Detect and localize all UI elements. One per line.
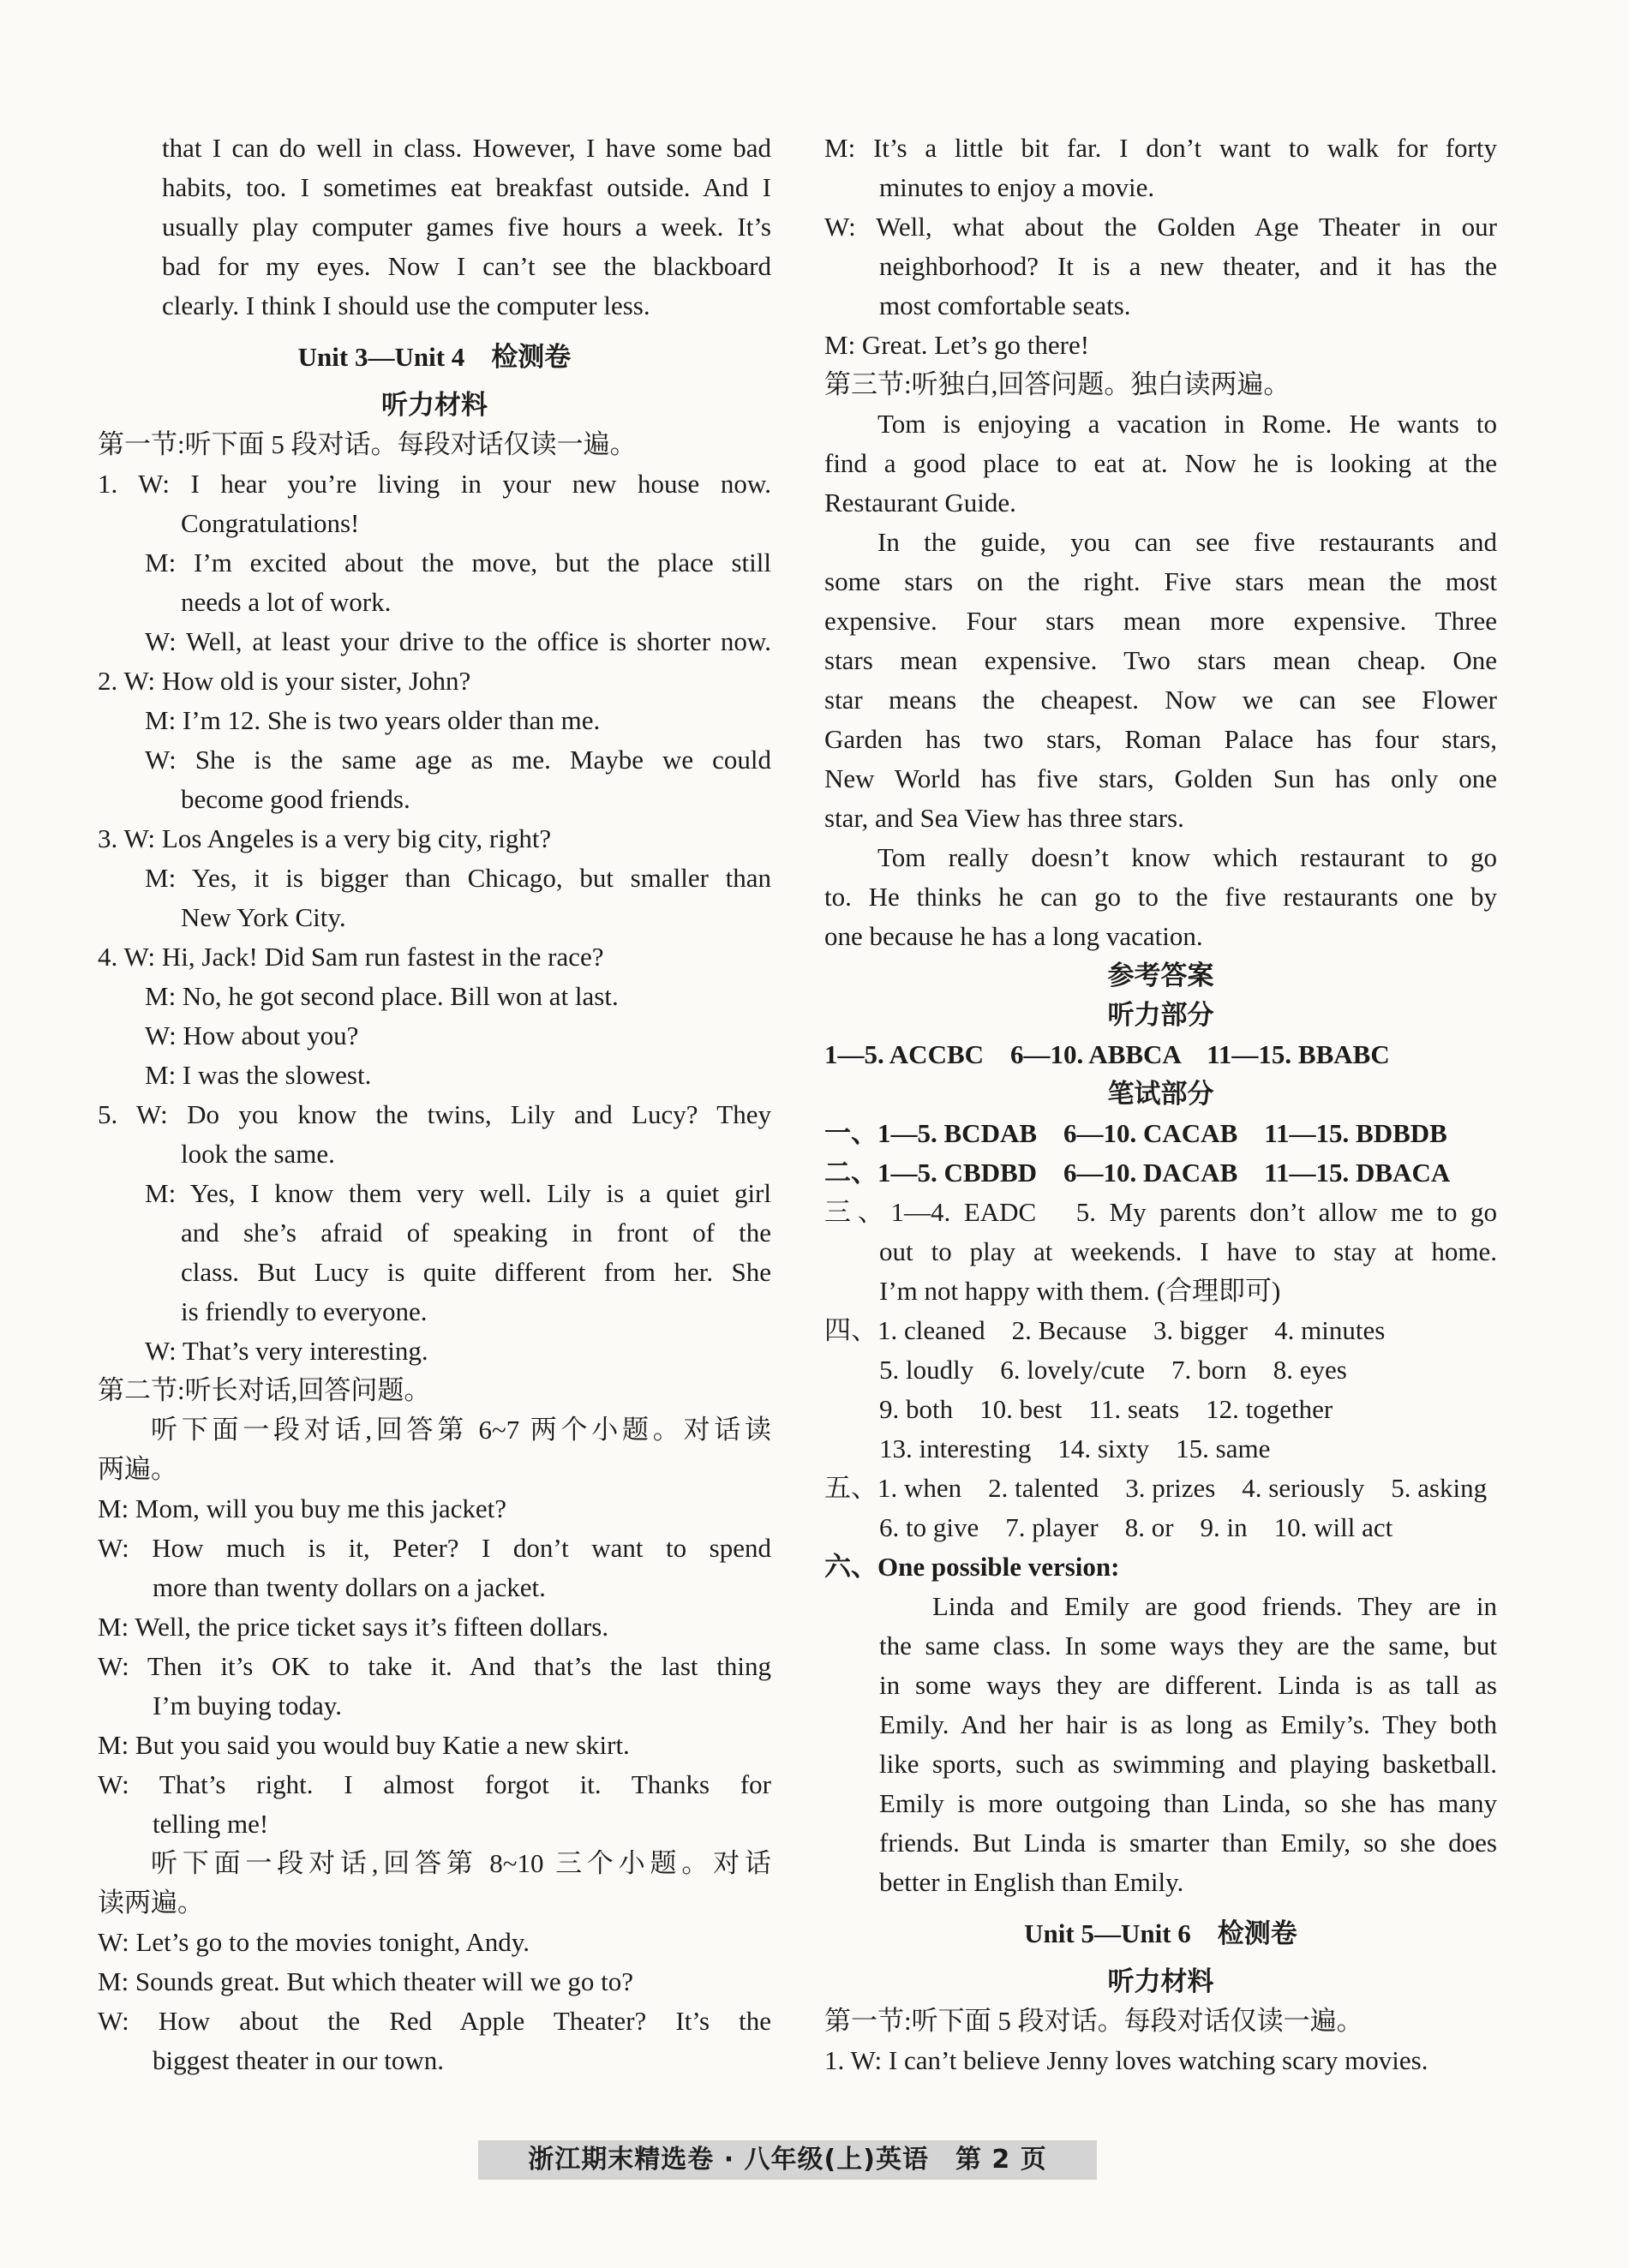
right-text-line: the same class. In some ways they are the same, but bbox=[879, 1631, 1497, 1661]
right-text-line: Emily. And her hair is as long as Emily’s. They both bbox=[879, 1709, 1497, 1739]
left-text-line: clearly. I think I should use the computer less. bbox=[162, 290, 650, 320]
left-text-line: W: How much is it, Peter? I don’t want to spend bbox=[98, 1533, 771, 1563]
right-text-line: 笔试部分 bbox=[1107, 1079, 1214, 1109]
left-text-line: needs a lot of work. bbox=[181, 587, 392, 617]
left-text-line: 2. W: How old is your sister, John? bbox=[98, 666, 471, 696]
left-text-line: Congratulations! bbox=[181, 508, 360, 538]
left-text-line: become good friends. bbox=[181, 784, 410, 814]
left-column bbox=[98, 129, 771, 2080]
right-text-line: friends. But Linda is smarter than Emily, so she does bbox=[879, 1828, 1497, 1858]
left-text-line: W: How about you? bbox=[145, 1020, 359, 1050]
left-text-line: 听下面一段对话,回答第 6~7 两个小题。对话读 bbox=[151, 1415, 771, 1445]
left-text-line: that I can do well in class. However, I have some bad bbox=[162, 133, 771, 163]
right-text-line: 参考答案 bbox=[1107, 960, 1214, 990]
left-text-line: W: Well, at least your drive to the office is shorter now. bbox=[145, 626, 771, 656]
left-text-line: 两遍。 bbox=[98, 1454, 177, 1484]
left-text-line: 第一节:听下面 5 段对话。每段对话仅读一遍。 bbox=[98, 429, 637, 459]
left-text-line: habits, too. I sometimes eat breakfast outside. And I bbox=[162, 172, 771, 202]
left-text-line: W: That’s right. I almost forgot it. Thanks for bbox=[98, 1769, 771, 1799]
right-text-line: New World has five stars, Golden Sun has only one bbox=[824, 763, 1497, 793]
left-text-line: 第二节:听长对话,回答问题。 bbox=[98, 1375, 431, 1405]
right-text-line: 四、1. cleaned 2. Because 3. bigger 4. minutes bbox=[824, 1315, 1386, 1345]
right-text-line: 5. loudly 6. lovely/cute 7. born 8. eyes bbox=[879, 1355, 1347, 1385]
left-text-line: M: Sounds great. But which theater will we go to? bbox=[98, 1966, 634, 1996]
left-text-line: M: I’m excited about the move, but the place still bbox=[145, 548, 771, 577]
right-text-line: 6. to give 7. player 8. or 9. in 10. will act bbox=[879, 1512, 1393, 1542]
left-text-line: usually play computer games five hours a week. It’s bbox=[162, 212, 771, 242]
right-text-line: 13. interesting 14. sixty 15. same bbox=[879, 1433, 1271, 1463]
right-text-line: 1. W: I can’t believe Jenny loves watching scary movies. bbox=[824, 2045, 1428, 2075]
right-text-line: M: It’s a little bit far. I don’t want to walk for forty bbox=[824, 133, 1497, 163]
right-text-line: Garden has two stars, Roman Palace has four stars, bbox=[824, 724, 1497, 754]
left-text-line: M: Yes, I know them very well. Lily is a quiet girl bbox=[145, 1178, 771, 1208]
left-text-line: 听下面一段对话,回答第 8~10 三个小题。对话 bbox=[151, 1848, 771, 1878]
right-text-line: Restaurant Guide. bbox=[824, 488, 1016, 518]
left-text-line: W: She is the same age as me. Maybe we could bbox=[145, 745, 771, 775]
left-text-line: Unit 3—Unit 4 检测卷 bbox=[297, 342, 572, 372]
right-text-line: better in English than Emily. bbox=[879, 1867, 1184, 1897]
right-text-line: 五、1. when 2. talented 3. prizes 4. seriously 5. asking bbox=[824, 1473, 1488, 1503]
left-text-line: class. But Lucy is quite different from her. She bbox=[181, 1257, 771, 1287]
left-text-line: M: Mom, will you buy me this jacket? bbox=[98, 1493, 507, 1523]
left-text-line: M: But you said you would buy Katie a new skirt. bbox=[98, 1730, 630, 1760]
left-text-line: telling me! bbox=[153, 1809, 269, 1839]
left-text-line: W: Let’s go to the movies tonight, Andy. bbox=[98, 1927, 530, 1957]
left-text-line: 听力材料 bbox=[381, 390, 488, 420]
left-text-line: 3. W: Los Angeles is a very big city, right? bbox=[98, 823, 552, 853]
left-text-line: M: I was the slowest. bbox=[145, 1060, 372, 1090]
right-text-line: In the guide, you can see five restaurants and bbox=[877, 527, 1497, 557]
right-text-line: star, and Sea View has three stars. bbox=[824, 803, 1184, 833]
left-text-line: M: No, he got second place. Bill won at last. bbox=[145, 981, 619, 1011]
right-text-line: like sports, such as swimming and playing basketball. bbox=[879, 1749, 1497, 1779]
left-text-line: 读两遍。 bbox=[98, 1888, 204, 1918]
right-text-line: to. He thinks he can go to the five restaurants one by bbox=[824, 882, 1497, 912]
right-text-line: 听力部分 bbox=[1107, 1000, 1214, 1030]
right-text-line: Linda and Emily are good friends. They are in bbox=[932, 1591, 1497, 1621]
right-text-line: most comfortable seats. bbox=[879, 290, 1131, 320]
right-text-line: 9. both 10. best 11. seats 12. together bbox=[879, 1394, 1333, 1424]
right-text-line: in some ways they are different. Linda is as tall as bbox=[879, 1670, 1497, 1700]
right-text-line: Unit 5—Unit 6 检测卷 bbox=[1024, 1918, 1297, 1948]
right-text-line: 1—5. ACCBC 6—10. ABBCA 11—15. BBABC bbox=[824, 1039, 1390, 1069]
right-column bbox=[824, 129, 1497, 2080]
right-text-line: expensive. Four stars mean more expensive. Three bbox=[824, 606, 1497, 636]
left-text-line: and she’s afraid of speaking in front of the bbox=[181, 1218, 771, 1248]
right-text-line: out to play at weekends. I have to stay at home. bbox=[879, 1236, 1497, 1266]
right-text-line: 听力材料 bbox=[1107, 1966, 1214, 1996]
right-text-line: Emily is more outgoing than Linda, so she has many bbox=[879, 1788, 1497, 1818]
right-text-line: minutes to enjoy a movie. bbox=[879, 172, 1155, 202]
left-text-line: 4. W: Hi, Jack! Did Sam run fastest in the race? bbox=[98, 942, 604, 972]
right-text-line: some stars on the right. Five stars mean the most bbox=[824, 566, 1497, 596]
right-text-line: 六、One possible version: bbox=[824, 1552, 1120, 1582]
left-text-line: New York City. bbox=[181, 902, 346, 932]
left-text-line: W: How about the Red Apple Theater? It’s the bbox=[98, 2006, 771, 2036]
left-text-line: biggest theater in our town. bbox=[153, 2045, 445, 2075]
right-text-line: star means the cheapest. Now we can see Flower bbox=[824, 685, 1497, 715]
right-text-line: M: Great. Let’s go there! bbox=[824, 330, 1090, 360]
left-text-line: W: That’s very interesting. bbox=[145, 1336, 428, 1366]
left-text-line: I’m buying today. bbox=[153, 1691, 342, 1720]
left-text-line: W: Then it’s OK to take it. And that’s the last thing bbox=[98, 1651, 771, 1681]
left-text-line: look the same. bbox=[181, 1139, 335, 1169]
right-text-line: 第一节:听下面 5 段对话。每段对话仅读一遍。 bbox=[824, 2006, 1363, 2036]
left-text-line: bad for my eyes. Now I can’t see the blackboard bbox=[162, 251, 771, 281]
left-text-line: more than twenty dollars on a jacket. bbox=[153, 1572, 546, 1602]
right-text-line: 第三节:听独白,回答问题。独白读两遍。 bbox=[824, 369, 1291, 399]
right-text-line: Tom is enjoying a vacation in Rome. He wants to bbox=[877, 409, 1497, 439]
left-text-line: 5. W: Do you know the twins, Lily and Lucy? They bbox=[98, 1099, 771, 1129]
page-footer: 浙江期末精选卷 · 八年级(上)英语 第 2 页 bbox=[478, 2140, 1097, 2180]
left-text-line: is friendly to everyone. bbox=[181, 1296, 428, 1326]
left-text-line: M: Well, the price ticket says it’s fifteen dollars. bbox=[98, 1612, 609, 1642]
right-text-line: 三、1—4. EADC 5. My parents don’t allow me to go bbox=[824, 1197, 1497, 1227]
right-text-line: stars mean expensive. Two stars mean cheap. One bbox=[824, 645, 1497, 675]
left-text-line: M: I’m 12. She is two years older than me. bbox=[145, 705, 601, 735]
right-text-line: neighborhood? It is a new theater, and it has the bbox=[879, 251, 1497, 281]
left-text-line: 1. W: I hear you’re living in your new house now. bbox=[98, 469, 771, 499]
right-text-line: I’m not happy with them. (合理即可) bbox=[879, 1276, 1281, 1306]
right-text-line: Tom really doesn’t know which restaurant to go bbox=[877, 842, 1497, 872]
right-text-line: find a good place to eat at. Now he is looking at the bbox=[824, 448, 1497, 478]
right-text-line: W: Well, what about the Golden Age Theater in our bbox=[824, 212, 1497, 242]
right-text-line: 一、1—5. BCDAB 6—10. CACAB 11—15. BDBDB bbox=[824, 1118, 1447, 1148]
right-text-line: 二、1—5. CBDBD 6—10. DACAB 11—15. DBACA bbox=[824, 1158, 1451, 1188]
left-text-line: M: Yes, it is bigger than Chicago, but smaller than bbox=[145, 863, 771, 893]
right-text-line: one because he has a long vacation. bbox=[824, 921, 1203, 951]
